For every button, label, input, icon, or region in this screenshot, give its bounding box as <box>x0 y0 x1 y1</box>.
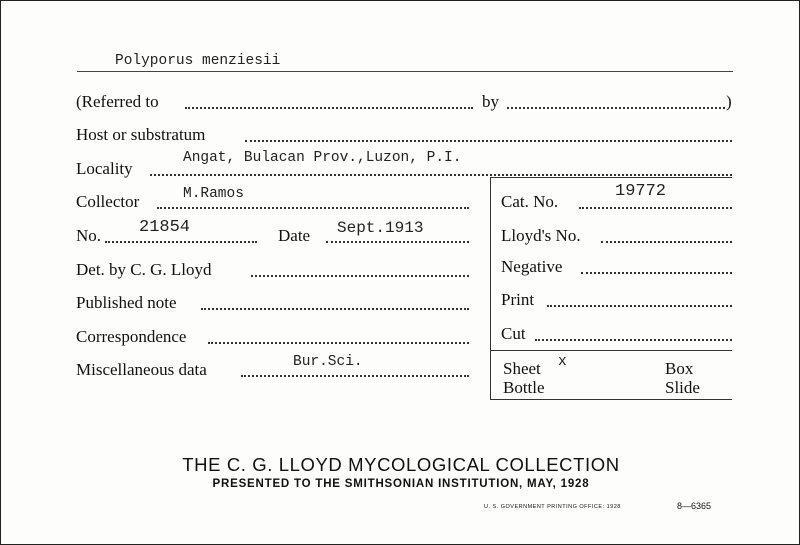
date-line <box>326 241 469 243</box>
locality-label: Locality <box>76 159 133 178</box>
box-left-border <box>490 177 491 399</box>
date-label: Date <box>278 226 311 245</box>
correspondence-line <box>208 342 469 344</box>
collection-title: THE C. G. LLOYD MYCOLOGICAL COLLECTION <box>182 454 620 475</box>
box-bottom-border <box>490 399 732 400</box>
misc-label: Miscellaneous data <box>76 360 207 379</box>
collector-value: M.Ramos <box>183 186 244 202</box>
locality-line <box>150 174 732 176</box>
collector-line <box>157 207 469 209</box>
no-line <box>105 241 257 243</box>
box-top-border <box>490 177 732 178</box>
print-line <box>547 305 732 307</box>
cat-no-line <box>579 207 732 209</box>
box-label: Box <box>665 359 694 378</box>
close-paren: ) <box>726 92 732 111</box>
misc-value: Bur.Sci. <box>293 354 363 370</box>
by-line <box>507 107 725 109</box>
referred-to-line <box>185 107 473 109</box>
cat-no-value: 19772 <box>615 182 667 201</box>
by-label: by <box>482 92 499 111</box>
print-label: Print <box>501 290 535 309</box>
box-divider <box>490 350 732 351</box>
published-note-label: Published note <box>76 293 177 312</box>
lloyds-no-line <box>601 241 732 243</box>
sheet-mark: x <box>558 354 567 370</box>
no-label: No. <box>76 226 102 245</box>
referred-to-label: (Referred to <box>76 92 159 111</box>
printing-office-note: U. S. GOVERNMENT PRINTING OFFICE: 1928 <box>484 504 621 510</box>
det-by-line <box>251 275 469 277</box>
sheet-label: Sheet <box>503 359 541 378</box>
species-underline <box>77 71 733 72</box>
det-by-label: Det. by C. G. Lloyd <box>76 260 212 279</box>
host-label: Host or substratum <box>76 125 206 144</box>
cat-no-label: Cat. No. <box>501 192 559 211</box>
published-note-line <box>201 308 469 310</box>
collector-label: Collector <box>76 192 140 211</box>
species-name: Polyporus menziesii <box>115 53 281 69</box>
form-number: 8—6365 <box>677 501 712 511</box>
slide-label: Slide <box>665 378 700 397</box>
cut-label: Cut <box>501 324 526 343</box>
correspondence-label: Correspondence <box>76 327 187 346</box>
negative-line <box>581 272 732 274</box>
misc-line <box>241 375 469 377</box>
collection-subtitle: PRESENTED TO THE SMITHSONIAN INSTITUTION, MAY, 1928 <box>212 478 590 490</box>
bottle-label: Bottle <box>503 378 545 397</box>
locality-value: Angat, Bulacan Prov.,Luzon, P.I. <box>183 150 462 166</box>
lloyds-no-label: Lloyd's No. <box>501 226 581 245</box>
host-line <box>245 140 732 142</box>
negative-label: Negative <box>501 257 563 276</box>
date-value: Sept.1913 <box>337 219 424 237</box>
cut-line <box>535 339 732 341</box>
no-value: 21854 <box>139 218 191 237</box>
